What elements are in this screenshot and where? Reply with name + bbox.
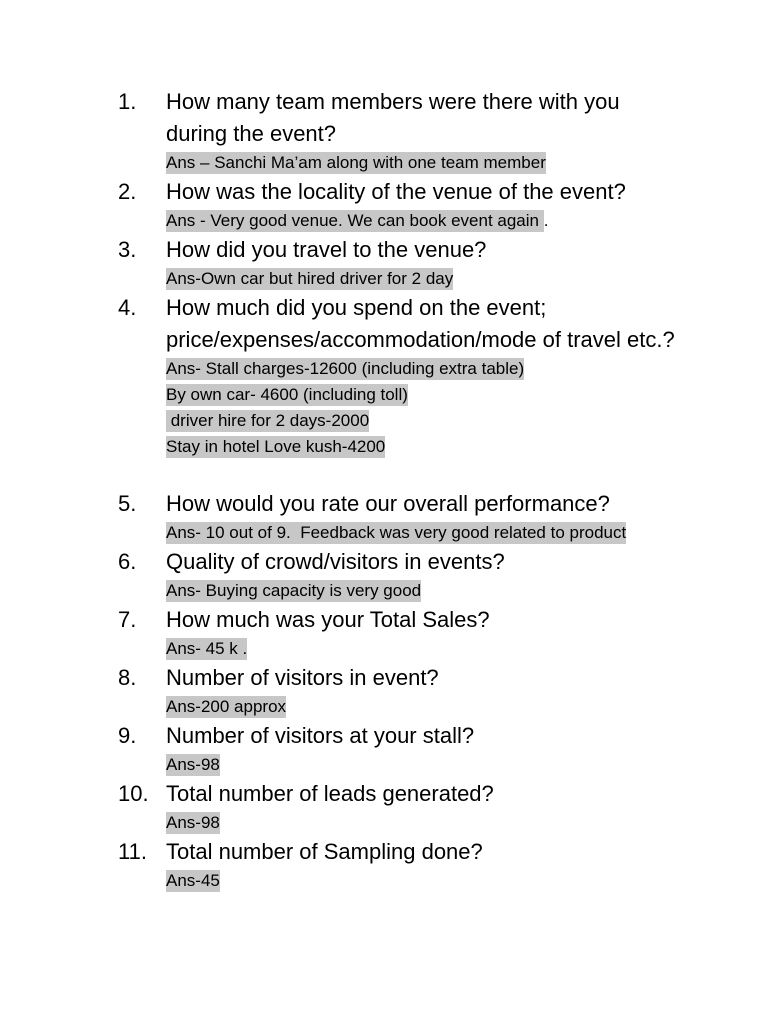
- answer-line: [166, 382, 768, 408]
- answer-block: [166, 752, 768, 778]
- question-text: How many team members were there with you during the event?: [166, 89, 620, 146]
- answer-trailing-text: .: [543, 211, 549, 230]
- answer-line: [166, 266, 768, 292]
- answer-highlight-text: driver hire for 2 days-2000: [166, 411, 370, 430]
- question-item: [0, 176, 768, 234]
- question-number: 5.: [118, 491, 137, 516]
- answer-line: [166, 434, 768, 460]
- question-number: 10.: [118, 781, 149, 806]
- question-text: Number of visitors at your stall?: [166, 723, 475, 748]
- answer-block: [166, 150, 768, 176]
- answer-line: [166, 520, 768, 546]
- question-item: [0, 778, 768, 836]
- answer-highlight-text: Ans- Buying capacity is very good: [166, 581, 422, 600]
- question-item: [0, 546, 768, 604]
- question-text: How much did you spend on the event; price/expenses/accommodation/mode of travel etc.?: [166, 295, 675, 352]
- question-item: [0, 604, 768, 662]
- answer-block: [166, 694, 768, 720]
- answer-block: [166, 578, 768, 604]
- question-number: 8.: [118, 665, 137, 690]
- answer-line: [166, 868, 768, 894]
- question-number: 9.: [118, 723, 137, 748]
- answer-highlight-text: Ans-Own car but hired driver for 2 day: [166, 269, 454, 288]
- answer-line: [166, 810, 768, 836]
- question-text: Number of visitors in event?: [166, 665, 439, 690]
- question-item: [0, 836, 768, 894]
- answer-highlight-text: Ans- 10 out of 9. Feedback was very good related to product: [166, 523, 627, 542]
- question-item: [0, 662, 768, 720]
- answer-highlight-text: Ans-98: [166, 813, 220, 832]
- answer-highlight-text: Ans-98: [166, 755, 220, 774]
- answer-line: [166, 408, 768, 434]
- answer-highlight-text: Ans-200 approx: [166, 697, 287, 716]
- question-number: 2.: [118, 179, 137, 204]
- question-number: 4.: [118, 295, 137, 320]
- question-number: 11.: [118, 839, 147, 864]
- question-text: How was the locality of the venue of the event?: [166, 179, 626, 204]
- answer-block: [166, 868, 768, 894]
- question-list: [0, 86, 768, 894]
- answer-highlight-text: Ans-45: [166, 871, 220, 890]
- answer-highlight-text: Ans – Sanchi Ma’am along with one team member: [166, 153, 546, 172]
- answer-line: [166, 356, 768, 382]
- question-item: [0, 720, 768, 778]
- question-item: [0, 86, 768, 176]
- answer-line: [166, 150, 768, 176]
- answer-line: [166, 636, 768, 662]
- answer-block: [166, 810, 768, 836]
- question-text: Total number of Sampling done?: [166, 839, 483, 864]
- answer-highlight-text: Ans- Stall charges-12600 (including extra table): [166, 359, 525, 378]
- question-item: [0, 292, 768, 460]
- question-item: [0, 234, 768, 292]
- answer-block: [166, 266, 768, 292]
- question-text: Quality of crowd/visitors in events?: [166, 549, 505, 574]
- answer-highlight-text: Ans- 45 k .: [166, 639, 248, 658]
- question-item: [0, 488, 768, 546]
- question-number: 1.: [118, 89, 137, 114]
- answer-block: [166, 208, 768, 234]
- answer-line: [166, 578, 768, 604]
- answer-highlight-text: Ans - Very good venue. We can book event again: [166, 211, 544, 230]
- answer-line: [166, 208, 768, 234]
- answer-block: [166, 356, 768, 460]
- question-text: How did you travel to the venue?: [166, 237, 487, 262]
- question-number: 3.: [118, 237, 137, 262]
- answer-line: [166, 694, 768, 720]
- blank-line: [0, 460, 768, 488]
- question-number: 6.: [118, 549, 137, 574]
- answer-block: [166, 520, 768, 546]
- question-text: Total number of leads generated?: [166, 781, 494, 806]
- question-text: How would you rate our overall performance?: [166, 491, 610, 516]
- question-number: 7.: [118, 607, 137, 632]
- answer-highlight-text: By own car- 4600 (including toll): [166, 385, 408, 404]
- question-text: How much was your Total Sales?: [166, 607, 490, 632]
- answer-highlight-text: Stay in hotel Love kush-4200: [166, 437, 386, 456]
- answer-block: [166, 636, 768, 662]
- answer-line: [166, 752, 768, 778]
